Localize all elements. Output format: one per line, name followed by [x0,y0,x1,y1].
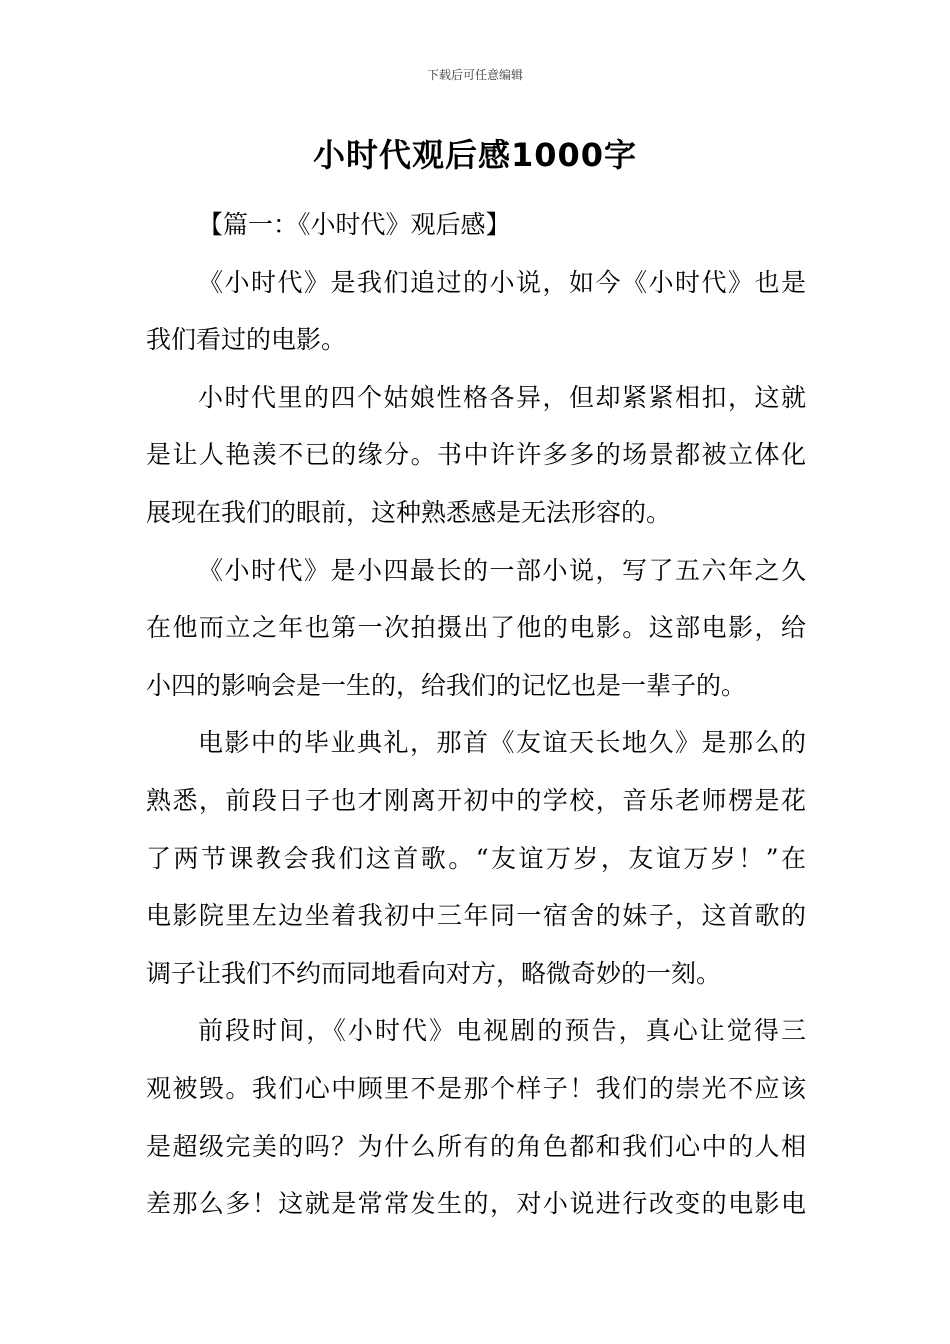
paragraph-4 [146,714,806,1002]
text-line: 电影中的毕业典礼，那首《友谊天长地久》是那么的 [198,728,806,758]
text-line: 差那么多！这就是常常发生的，对小说进行改变的电影电 [146,1189,806,1219]
paragraph-5 [146,1002,806,1232]
text-line: 小时代里的四个姑娘性格各异，但却紧紧相扣，这就 [198,382,806,412]
paragraph-1 [146,254,806,369]
header-note: 下载后可任意编辑 [426,68,523,82]
text-line: 是超级完美的吗？为什么所有的角色都和我们心中的人相 [146,1131,806,1161]
text-line: 展现在我们的眼前，这种熟悉感是无法形容的。 [146,497,672,527]
text-line: 我们看过的电影。 [146,325,347,355]
text-line: 电影院里左边坐着我初中三年同一宿舍的妹子，这首歌的 [146,901,806,931]
text-line: 了两节课教会我们这首歌。“友谊万岁，友谊万岁！”在 [146,843,806,873]
text-line: 《小时代》是小四最长的一部小说，写了五六年之久 [198,555,806,585]
text-line: 小四的影响会是一生的，给我们的记忆也是一辈子的。 [146,670,747,700]
text-line: 调子让我们不约而同地看向对方，略微奇妙的一刻。 [146,958,722,988]
text-line: 前段时间，《小时代》电视剧的预告，真心让觉得三 [198,1016,806,1046]
section-heading: 【篇一：《小时代》观后感】 [198,210,511,239]
document-body [146,196,806,1233]
text-line: 观被毁。我们心中顾里不是那个样子！我们的崇光不应该 [146,1073,806,1103]
paragraph-3 [146,542,806,715]
text-line: 《小时代》是我们追过的小说，如今《小时代》也是 [198,267,806,297]
document-title: 小时代观后感1000字 [312,136,638,174]
paragraph-2 [146,369,806,542]
text-line: 在他而立之年也第一次拍摄出了他的电影。这部电影，给 [146,613,806,643]
text-line: 是让人艳羡不已的缘分。书中许许多多的场景都被立体化 [146,440,806,470]
text-line: 熟悉，前段日子也才刚离开初中的学校，音乐老师楞是花 [146,785,806,815]
